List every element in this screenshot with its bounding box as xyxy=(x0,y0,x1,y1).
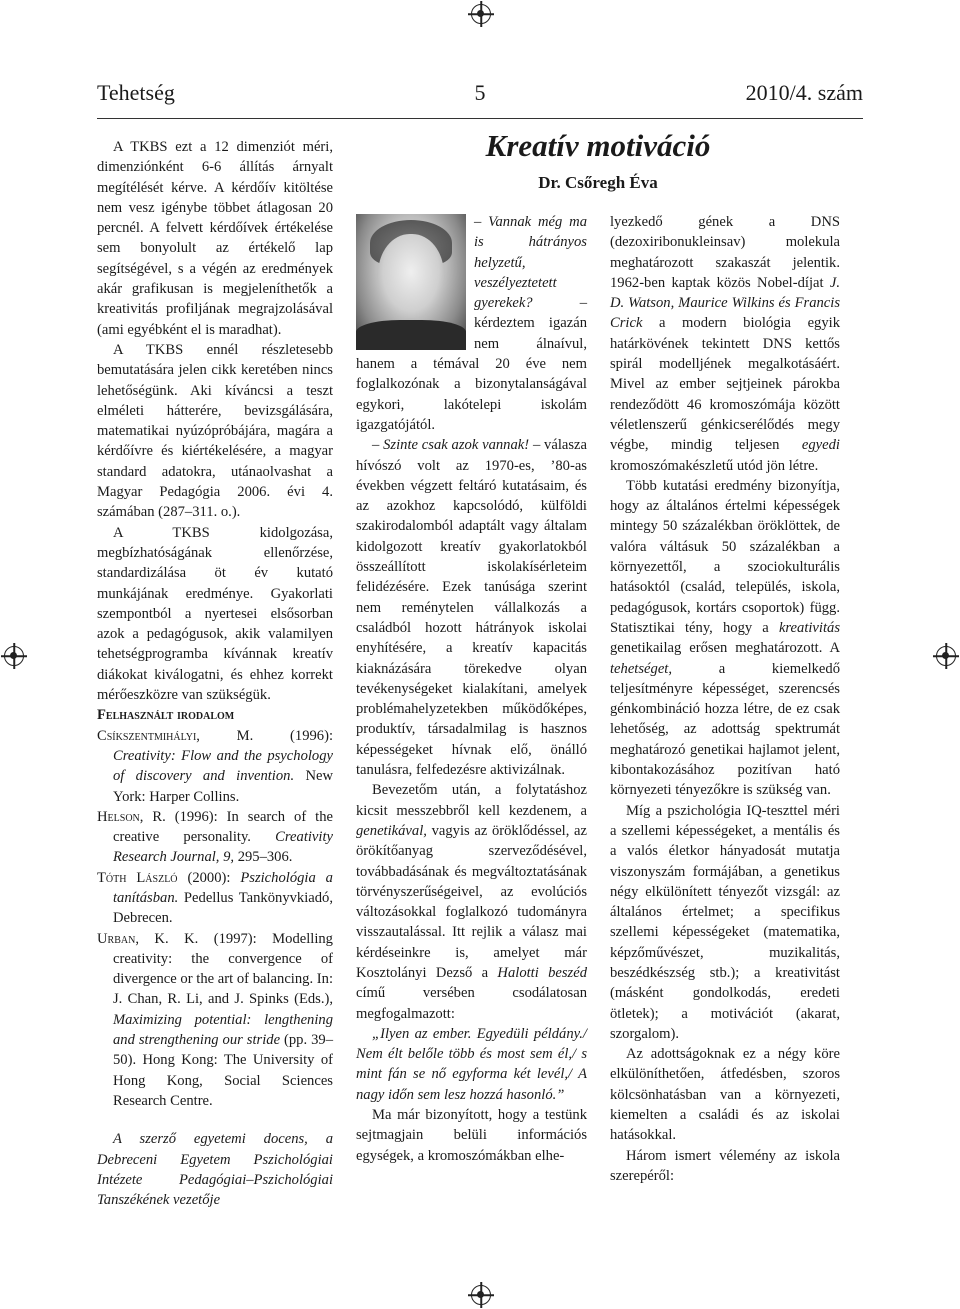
page-header xyxy=(97,80,863,112)
paragraph: A TKBS ezt a 12 dimenziót méri, dimenziónként 6-6 állítás árnyalt megítélését kérve. A kérdőív kitöltése nem vesz igénybe többet átlagosan 20 percnél. A felvett kérdőívek értékelése sem bonyolult az értékelő lap segítségével, s a végén az eredmények akár grafikusan is megjeleníthetők a kreativitás profiljának megrajzolásával (ami egyébként el is maradhat). xyxy=(97,139,333,338)
references-heading: Felhasznált irodalom xyxy=(97,707,235,724)
issue-number: 2010/4. szám xyxy=(745,80,863,105)
reference-item: Helson, R. (1996): In search of the creative personality. Creativity Research Journal, 9, 295–306. xyxy=(97,808,333,866)
paragraph: Bevezetőm után, a folytatáshoz kicsit messzebbről kell kezdenem, a genetikával, vagyis az öröklődéssel, az örökítőanyag szerveződésével, továbbadásának és megváltoztatásának törvényszerűségeivel, az evolúciós változásokkal foglalkozó tudományra visszautalással. Itt rejlik a válasz mai kérdéseinkre is, amelyet már Kosztolányi Dezső a Halotti beszéd című versében csodálatosan megfogalmazott: xyxy=(356,782,587,1022)
middle-column xyxy=(356,212,587,1166)
reference-item: Csíkszentmihályi, M. (1996): Creativity: Flow and the psychology of discovery and invention. New York: Harper Collins. xyxy=(97,727,333,805)
author-note: A szerző egyetemi docens, a Debreceni Egyetem Pszichológiai Intézete Pedagógiai–Pszichológiai Tanszékének vezetője xyxy=(97,1131,333,1209)
page-number: 5 xyxy=(474,80,486,105)
author-photo xyxy=(356,214,466,350)
right-column xyxy=(610,212,840,1186)
registration-mark-bottom-icon xyxy=(471,1285,491,1305)
paragraph: Több kutatási eredmény bizonyítja, hogy az általános értelmi képességek mintegy 50 százalékban öröklöttek, de valóra váltásuk 50 százalékban a környezettől, a szociokulturális hatásoktól (család, település, iskola, pedagógusok, kortárs csoportok) függ. Statisztikai tény, hogy a kreativitás genetikailag erősen meghatározott. A tehetséget, a kiemelkedő teljesítményre képességet, szerencsés génkombináció hozza létre, de ez csak lehetőség, az adottság spektrumát meghatározó genetikai hajlamot jelent, kibontakozásához pozitívan ható környezeti tényezőkre is szükség van. xyxy=(610,477,840,799)
paragraph: – Vannak még ma is hátrányos helyzetű, veszélyeztetett gyerekek? – kérdeztem igazán nem álnaívul, hanem a témával 20 éve nem foglalkozónak a bizonytalanságával egykori, lakótelepi iskolám igazgatójától. xyxy=(356,214,587,433)
left-column xyxy=(97,137,333,1210)
paragraph: A TKBS ennél részletesebb bemutatására jelen cikk keretében nincs lehetőségünk. Aki kíváncsi a teszt elméleti hátterére, bevizsgálására, matematikai nyúzópróbájára, magára a kérdőívre és kiértékelésére, a magyar standard adatokra, utánaolvashat a Magyar Pedagógia 2006. évi 4. számában (287–311. o.). xyxy=(97,341,333,521)
paragraph: Három ismert vélemény az iskola szerepéről: xyxy=(610,1147,840,1184)
reference-item: Tóth László (2000): Pszichológia a tanításban. Pedellus Tankönyvkiadó, Debrecen. xyxy=(97,869,333,927)
poem-quote: „Ilyen az ember. Egyedüli példány./ Nem élt belőle több és most sem él,/ s mint fán se nő egyforma két levél,/ A nagy időn sem lesz hozzá hasonló.” xyxy=(356,1025,587,1103)
journal-title: Tehetség xyxy=(97,80,175,105)
reference-item: Urban, K. K. (1997): Modelling creativity: the convergence of divergence or the art of balancing. In: J. Chan, R. Li, and J. Spinks (Eds.), Maximizing potential: lengthening and strengthening our stride (pp. 39–50). Hong Kong: The University of Hong Kong, Social Sciences Research Centre. xyxy=(97,930,333,1109)
paragraph: – Szinte csak azok vannak! – válasza hívószó volt az 1970-es, ’80-as években végzett feltáró kutatásaim, és az azokhoz kapcsolódó, külföldi szakirodalomból adaptált vagy általam kidolgozott kreatív gyakorlatokból összeállított iskolakísérleteim felidézésére. Ezek tanúsága szerint nem reménytelen vállalkozás a családból hozott hátrányok iskolai enyhítésére, a kreatív kapacitás kiaknázására törekedve olyan tevékenységeket kialakítani, amelyek problémahelyzetekben működőképes, produktív, társadalmilag is hasznos képességeket hívnak elő, önálló tanulásra, felfedezésre aktivizálnak. xyxy=(356,437,587,779)
paragraph: A TKBS kidolgozása, megbízhatóságának ellenőrzése, standardizálása öt év kutató munkájának eredménye. Gyakorlati szempontból a nyertesei elsősorban azok a pedagógusok, akik valamilyen tehetségprogramba kívánnak kreatív diákokat kiválogatni, és ehhez korrekt mérőeszközre van szükségük. xyxy=(97,524,333,704)
article-author: Dr. Csőregh Éva xyxy=(538,173,658,192)
article-title: Kreatív motiváció xyxy=(485,128,711,163)
registration-mark-right-icon xyxy=(936,646,956,666)
registration-mark-left-icon xyxy=(4,646,24,666)
paragraph: lyezkedő gének a DNS (dezoxiribonukleinsav) molekula meghatározott szakaszát jelentik. 1962-ben kaptak közös Nobel-díjat J. D. Watson, Maurice Wilkins és Francis Crick a modern biológia egyik határkövének tekintett DNS kettős spirál modelljének megalkotásáért. Mivel az ember sejtjeinek párokba rendeződött 46 kromoszómája között véletlenszerű génkicserélődés megy végbe, mindig teljesen egyedi kromoszómakészletű utód jön létre. xyxy=(610,214,840,474)
header-divider xyxy=(97,118,863,119)
paragraph: Míg a pszichológia IQ-teszttel méri a szellemi képességeket, a mentális és a valós életkor hányadosát mutatja viszonyszám formájában, a genetikus négy elkülönített tényezőt vizsgál: az általános értelmet; a specifikus szellemi képességeket (matematika, képzőművészet, muzikalitás, beszédkészség stb.); a kreativitást (másként gondolkodás, eredeti ötletek); a motivációt (akarat, szorgalom). xyxy=(610,802,840,1042)
registration-mark-top-icon xyxy=(471,4,491,24)
paragraph: Ma már bizonyított, hogy a testünk sejtmagjain belüli információs egységek, a kromoszómákban elhe- xyxy=(356,1107,587,1164)
paragraph: Az adottságoknak ez a négy köre elkülöníthetően, átfedésben, szoros kölcsönhatásban van a környezeti, kiemelten a családi és az iskolai hatásokkal. xyxy=(610,1046,840,1144)
